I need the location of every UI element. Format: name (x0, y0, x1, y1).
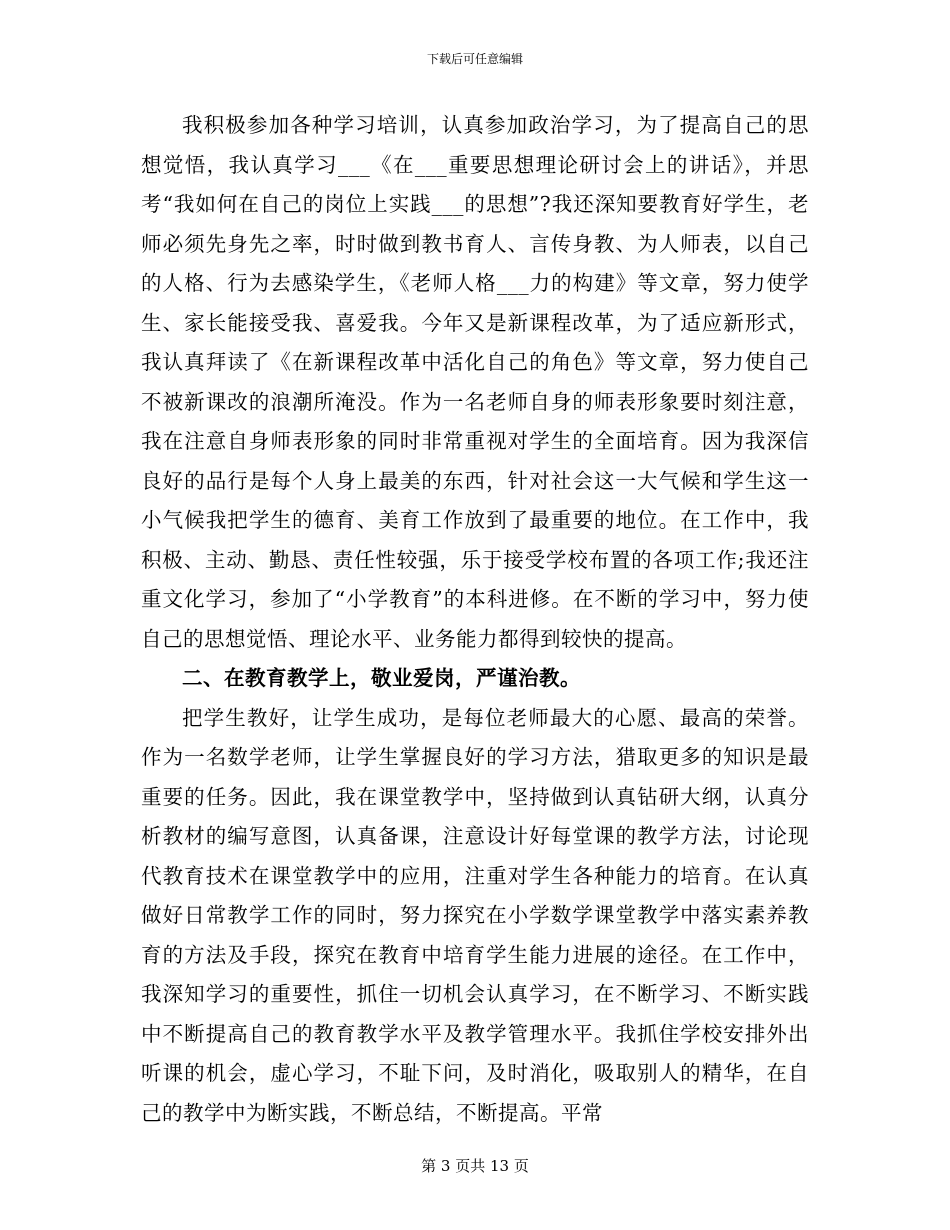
page-footer: 第 3 页共 13 页 (421, 1157, 529, 1175)
page-header: 下载后可任意编辑 (426, 52, 523, 66)
document-body (141, 106, 809, 1133)
section-heading-teaching: 二、在教育教学上，敬业爱岗，严谨治教。 (182, 666, 581, 690)
paragraph-teaching: 把学生教好，让学生成功，是每位老师最大的心愿、最高的荣誉。作为一名数学老师，让学生掌握良好的学习方法，猎取更多的知识是最重要的任务。因此，我在课堂教学中，坚持做到认真钻研大纲，认真分析教材的编写意图，认真备课，注意设计好每堂课的教学方法，讨论现代教育技术在课堂教学中的应用，注重对学生各种能力的培育。在认真做好日常教学工作的同时，努力探究在小学数学课堂教学中落实素养教育的方法及手段，探究在教育中培育学生能力进展的途径。在工作中，我深知学习的重要性，抓住一切机会认真学习，在不断学习、不断实践中不断提高自己的教育教学水平及教学管理水平。我抓住学校安排外出听课的机会，虚心学习，不耻下问，及时消化，吸取别人的精华，在自己的教学中为断实践，不断总结，不断提高。平常 (141, 705, 809, 1125)
paragraph-study-training: 我积极参加各种学习培训，认真参加政治学习，为了提高自己的思想觉悟，我认真学习___《在___重要思想理论研讨会上的讲话》，并思考“我如何在自己的岗位上实践___的思想”?我还深知要教育好学生，老师必须先身先之率，时时做到教书育人、言传身教、为人师表，以自己的人格、行为去感染学生，《老师人格___力的构建》等文章，努力使学生、家长能接受我、喜爱我。今年又是新课程改革，为了适应新形式，我认真拜读了《在新课程改革中活化自己的角色》等文章，努力使自己不被新课改的浪潮所淹没。作为一名老师自身的师表形象要时刻注意，我在注意自身师表形象的同时非常重视对学生的全面培育。因为我深信良好的品行是每个人身上最美的东西，针对社会这一大气候和学生这一小气候我把学生的德育、美育工作放到了最重要的地位。在工作中，我积极、主动、勤恳、责任性较强，乐于接受学校布置的各项工作;我还注重文化学习，参加了“小学教育”的本科进修。在不断的学习中，努力使自己的思想觉悟、理论水平、业务能力都得到较快的提高。 (141, 113, 809, 651)
